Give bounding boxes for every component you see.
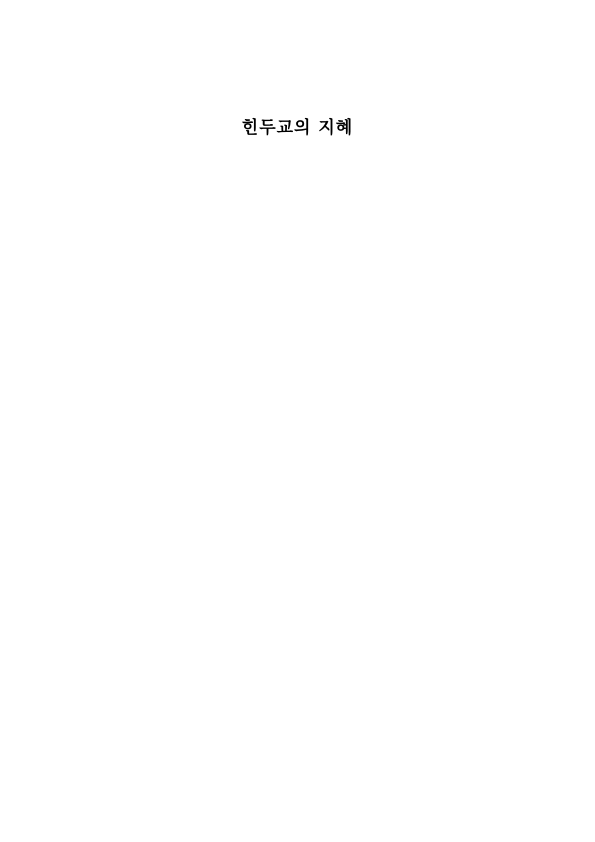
body-paragraph — [88, 556, 510, 614]
body-paragraph — [88, 498, 510, 556]
body-paragraph — [88, 178, 510, 222]
body-paragraph — [88, 367, 510, 411]
body-paragraph — [88, 469, 510, 498]
body-paragraph — [88, 222, 510, 367]
body-paragraph — [88, 411, 510, 469]
body-paragraph — [88, 687, 510, 716]
document-body — [88, 178, 510, 716]
document-title: 힌두교의 지혜 — [241, 118, 354, 138]
body-paragraph — [88, 614, 510, 687]
